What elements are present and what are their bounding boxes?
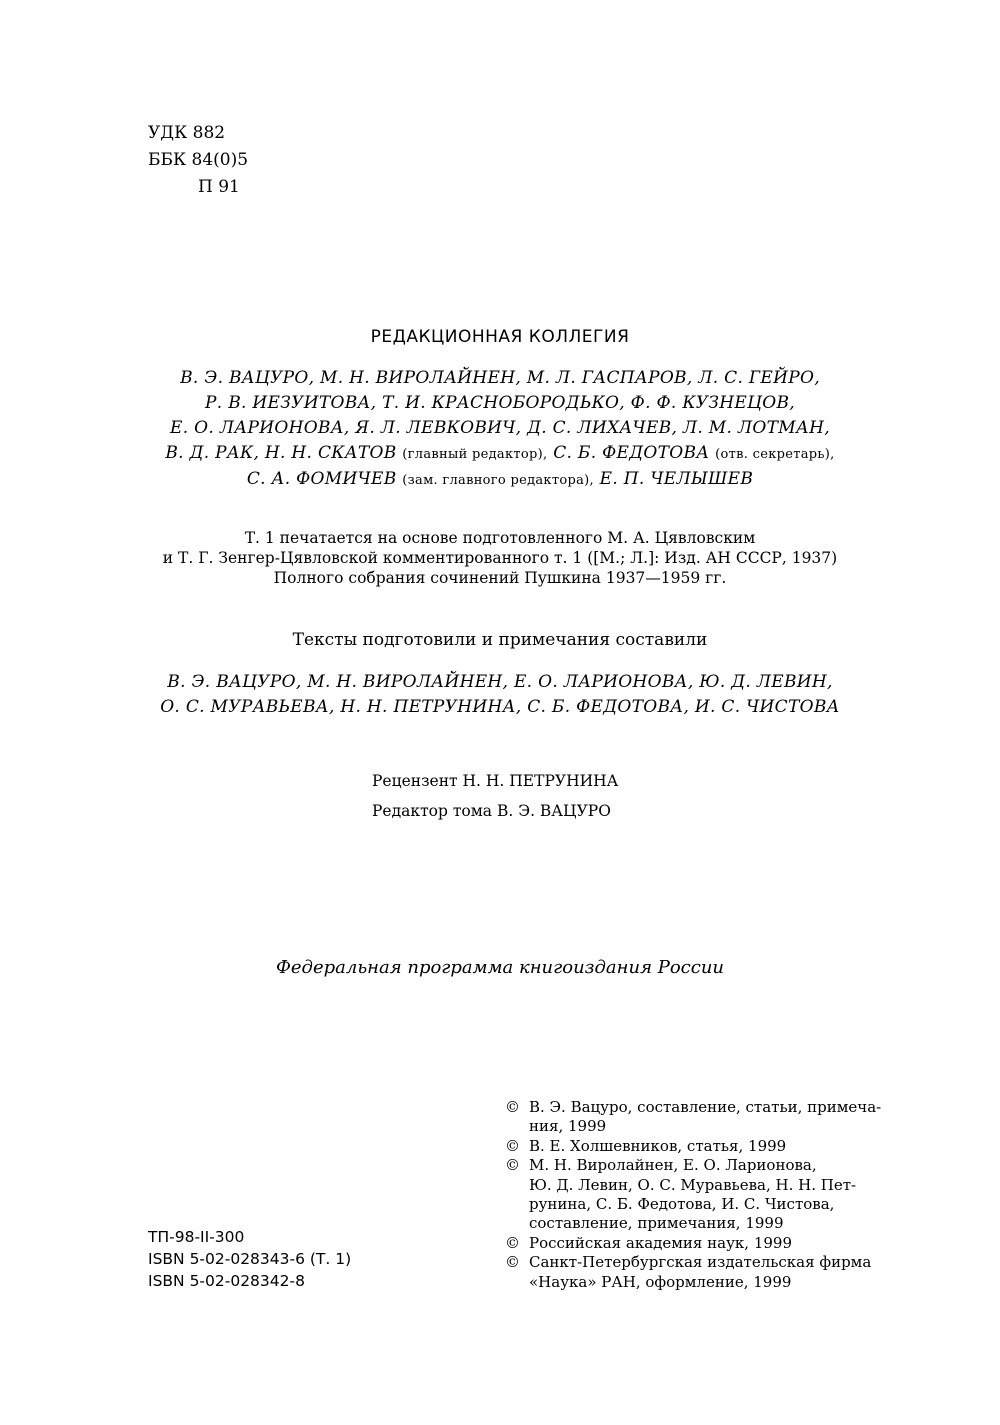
copyright-text: В. Е. Холшевников, статья, 1999 [529,1136,787,1155]
board-names: В. Д. РАК, Н. Н. СКАТОВ [165,443,397,463]
preparers-heading: Тексты подготовили и примечания составили [292,630,708,650]
preparers-line: В. Э. ВАЦУРО, М. Н. ВИРОЛАЙНЕН, Е. О. ЛАРИОНОВА, Ю. Д. ЛЕВИН, [167,672,833,692]
copyright-entry [505,1098,885,1137]
author-sign: П 91 [198,177,240,197]
copyright-text: «Наука» РАН, оформление, 1999 [529,1272,792,1291]
review-block [372,766,618,826]
isbn-block [148,1226,351,1292]
board-line [100,467,900,493]
copyright-text: составление, примечания, 1999 [529,1214,784,1233]
isbn-volume: ISBN 5-02-028343-6 (Т. 1) [148,1250,352,1268]
classification-block [148,120,248,201]
copyright-text: рунина, С. Б. Федотова, И. С. Чистова, [529,1195,835,1214]
copyright-entry [505,1234,885,1253]
copyright-entry [505,1137,885,1156]
tp-code: ТП-98-II-300 [148,1228,245,1246]
copyright-icon: © [505,1233,520,1252]
copyright-icon: © [505,1136,520,1155]
copyright-icon: © [505,1098,520,1116]
edition-basis-note [100,528,900,588]
board-line: В. Э. ВАЦУРО, М. Н. ВИРОЛАЙНЕН, М. Л. ГАСПАРОВ, Л. С. ГЕЙРО, [180,368,820,388]
federal-program-line: Федеральная программа книгоиздания России [275,957,725,978]
copyright-block [505,1098,885,1292]
role-note: (главный редактор), [402,447,548,462]
copyright-entry [505,1253,885,1292]
role-note: (отв. секретарь), [715,447,835,462]
editorial-board-members [100,366,900,493]
board-names: С. А. ФОМИЧЕВ [246,469,397,489]
board-names: Е. П. ЧЕЛЫШЕВ [599,469,754,489]
basis-line: и Т. Г. Зенгер-Цявловской комментированного т. 1 ([М.; Л.]: Изд. АН СССР, 1937) [162,549,838,567]
editorial-board-title: РЕДАКЦИОННАЯ КОЛЛЕГИЯ [370,327,630,347]
role-note: (зам. главного редактора), [402,473,594,488]
volume-editor-line: Редактор тома В. Э. ВАЦУРО [372,802,611,820]
copyright-icon: © [505,1156,520,1175]
copyright-text: М. Н. Виролайнен, Е. О. Ларионова, [529,1156,817,1175]
copyright-entry [505,1156,885,1234]
bbk-code: ББК 84(0)5 [148,150,249,170]
board-line [100,441,900,467]
copyright-text: ния, 1999 [529,1117,607,1136]
board-line: Р. В. ИЕЗУИТОВА, Т. И. КРАСНОБОРОДЬКО, Ф. Ф. КУЗНЕЦОВ, [205,393,795,413]
basis-line: Т. 1 печатается на основе подготовленного М. А. Цявловским [244,529,756,547]
copyright-icon: © [505,1253,520,1272]
basis-line: Полного собрания сочинений Пушкина 1937—1959 гг. [273,569,727,587]
copyright-text: Санкт-Петербургская издательская фирма [529,1253,872,1272]
preparers-list [100,670,900,720]
board-names: С. Б. ФЕДОТОВА [553,443,710,463]
preparers-line: О. С. МУРАВЬЕВА, Н. Н. ПЕТРУНИНА, С. Б. ФЕДОТОВА, И. С. ЧИСТОВА [160,697,840,717]
copyright-text: Российская академия наук, 1999 [529,1233,792,1252]
copyright-text: В. Э. Вацуро, составление, статьи, примеча- [529,1098,882,1116]
isbn-set: ISBN 5-02-028342-8 [148,1272,305,1290]
reviewer-line: Рецензент Н. Н. ПЕТРУНИНА [372,772,619,790]
board-line: Е. О. ЛАРИОНОВА, Я. Л. ЛЕВКОВИЧ, Д. С. ЛИХАЧЕВ, Л. М. ЛОТМАН, [170,418,830,438]
udk-code: УДК 882 [148,123,226,143]
copyright-text: Ю. Д. Левин, О. С. Муравьева, Н. Н. Пет- [529,1175,857,1194]
